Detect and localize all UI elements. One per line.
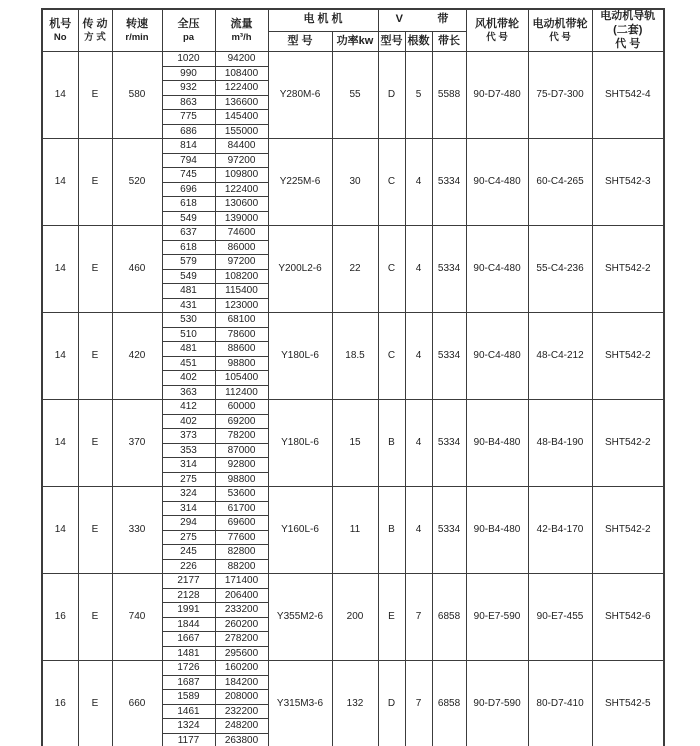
cell-motor-power: 15 bbox=[332, 400, 378, 487]
cell-belt-type: D bbox=[378, 661, 405, 746]
cell-drive-mode: E bbox=[78, 139, 112, 226]
cell-speed: 460 bbox=[112, 226, 162, 313]
cell-pressure: 353 bbox=[162, 443, 215, 458]
cell-motor-rail-code: SHT542-5 bbox=[592, 661, 664, 746]
cell-flow: 60000 bbox=[215, 400, 268, 415]
cell-belt-length: 5334 bbox=[432, 313, 466, 400]
header-flow-label: 流量 bbox=[230, 17, 253, 30]
cell-flow: 53600 bbox=[215, 487, 268, 502]
table-body bbox=[42, 52, 664, 746]
header-pressure bbox=[162, 9, 215, 52]
cell-flow: 112400 bbox=[215, 385, 268, 400]
cell-flow: 123000 bbox=[215, 298, 268, 313]
cell-motor-rail-code: SHT542-6 bbox=[592, 574, 664, 661]
cell-motor-rail-code: SHT542-3 bbox=[592, 139, 664, 226]
header-fan-pulley bbox=[466, 9, 528, 52]
cell-pressure: 412 bbox=[162, 400, 215, 415]
cell-flow: 88200 bbox=[215, 559, 268, 574]
cell-belt-count: 4 bbox=[405, 226, 432, 313]
cell-flow: 155000 bbox=[215, 124, 268, 139]
cell-motor-model: Y180L-6 bbox=[268, 313, 332, 400]
cell-flow: 94200 bbox=[215, 52, 268, 67]
cell-belt-count: 4 bbox=[405, 487, 432, 574]
cell-flow: 97200 bbox=[215, 255, 268, 270]
cell-drive-mode: E bbox=[78, 487, 112, 574]
cell-belt-length: 5334 bbox=[432, 487, 466, 574]
cell-flow: 160200 bbox=[215, 661, 268, 676]
cell-pressure: 2128 bbox=[162, 588, 215, 603]
cell-speed: 370 bbox=[112, 400, 162, 487]
cell-flow: 171400 bbox=[215, 574, 268, 589]
cell-fan-pulley-code: 90-D7-590 bbox=[466, 661, 528, 746]
header-vbelt-count: 根数 bbox=[405, 31, 432, 52]
cell-flow: 87000 bbox=[215, 443, 268, 458]
cell-pressure: 745 bbox=[162, 168, 215, 183]
cell-pressure: 294 bbox=[162, 516, 215, 531]
cell-pressure: 402 bbox=[162, 371, 215, 386]
cell-flow: 68100 bbox=[215, 313, 268, 328]
cell-motor-power: 18.5 bbox=[332, 313, 378, 400]
cell-pressure: 1687 bbox=[162, 675, 215, 690]
cell-pressure: 549 bbox=[162, 269, 215, 284]
cell-motor-pulley-code: 60-C4-265 bbox=[528, 139, 592, 226]
cell-drive-mode: E bbox=[78, 400, 112, 487]
cell-flow: 77600 bbox=[215, 530, 268, 545]
cell-motor-pulley-code: 90-E7-455 bbox=[528, 574, 592, 661]
header-motor-pulley bbox=[528, 9, 592, 52]
cell-pressure: 637 bbox=[162, 226, 215, 241]
header-motor-model: 型 号 bbox=[268, 31, 332, 52]
cell-flow: 92800 bbox=[215, 458, 268, 473]
cell-flow: 232200 bbox=[215, 704, 268, 719]
cell-pressure: 481 bbox=[162, 284, 215, 299]
header-flow bbox=[215, 9, 268, 52]
cell-motor-rail-code: SHT542-2 bbox=[592, 226, 664, 313]
cell-motor-power: 22 bbox=[332, 226, 378, 313]
cell-flow: 130600 bbox=[215, 197, 268, 212]
cell-belt-count: 4 bbox=[405, 139, 432, 226]
cell-pressure: 1991 bbox=[162, 603, 215, 618]
header-vbelt-group-v: V bbox=[395, 13, 404, 26]
cell-flow: 263800 bbox=[215, 733, 268, 746]
cell-flow: 74600 bbox=[215, 226, 268, 241]
cell-drive-mode: E bbox=[78, 313, 112, 400]
table-row bbox=[42, 226, 664, 241]
cell-motor-model: Y200L2-6 bbox=[268, 226, 332, 313]
cell-motor-model: Y180L-6 bbox=[268, 400, 332, 487]
cell-pressure: 1667 bbox=[162, 632, 215, 647]
header-vbelt-group bbox=[378, 9, 466, 31]
header-row-top bbox=[42, 9, 664, 31]
cell-belt-type: C bbox=[378, 139, 405, 226]
cell-flow: 248200 bbox=[215, 719, 268, 734]
cell-flow: 69600 bbox=[215, 516, 268, 531]
cell-pressure: 1589 bbox=[162, 690, 215, 705]
cell-pressure: 1177 bbox=[162, 733, 215, 746]
cell-flow: 122400 bbox=[215, 81, 268, 96]
header-motor-pulley-line1: 电动机带轮 bbox=[532, 17, 588, 30]
cell-flow: 78600 bbox=[215, 327, 268, 342]
header-drive-mode bbox=[78, 9, 112, 52]
cell-pressure: 363 bbox=[162, 385, 215, 400]
cell-speed: 740 bbox=[112, 574, 162, 661]
cell-motor-pulley-code: 55-C4-236 bbox=[528, 226, 592, 313]
cell-pressure: 275 bbox=[162, 472, 215, 487]
cell-belt-count: 5 bbox=[405, 52, 432, 139]
header-motor-rail-line3: 代 号 bbox=[615, 37, 641, 50]
cell-belt-type: C bbox=[378, 226, 405, 313]
cell-flow: 84400 bbox=[215, 139, 268, 154]
cell-belt-length: 6858 bbox=[432, 574, 466, 661]
cell-flow: 139000 bbox=[215, 211, 268, 226]
cell-belt-length: 5588 bbox=[432, 52, 466, 139]
cell-pressure: 579 bbox=[162, 255, 215, 270]
cell-pressure: 618 bbox=[162, 197, 215, 212]
cell-flow: 109800 bbox=[215, 168, 268, 183]
cell-flow: 295600 bbox=[215, 646, 268, 661]
cell-pressure: 549 bbox=[162, 211, 215, 226]
cell-speed: 420 bbox=[112, 313, 162, 400]
cell-pressure: 1481 bbox=[162, 646, 215, 661]
cell-flow: 136600 bbox=[215, 95, 268, 110]
cell-motor-model: Y160L-6 bbox=[268, 487, 332, 574]
header-motor-rail-line1: 电动机导轨 bbox=[600, 10, 656, 22]
table-row bbox=[42, 400, 664, 415]
header-pressure-label: 全压 bbox=[177, 17, 200, 30]
cell-motor-power: 132 bbox=[332, 661, 378, 746]
cell-flow: 122400 bbox=[215, 182, 268, 197]
header-pressure-unit: pa bbox=[182, 31, 195, 43]
cell-pressure: 530 bbox=[162, 313, 215, 328]
fan-motor-spec-table bbox=[41, 8, 665, 746]
cell-motor-model: Y280M-6 bbox=[268, 52, 332, 139]
table-row bbox=[42, 313, 664, 328]
header-motor-power: 功率kw bbox=[332, 31, 378, 52]
cell-fan-pulley-code: 90-D7-480 bbox=[466, 52, 528, 139]
cell-motor-model: Y315M3-6 bbox=[268, 661, 332, 746]
header-fan-pulley-line2: 代 号 bbox=[486, 31, 508, 43]
cell-pressure: 2177 bbox=[162, 574, 215, 589]
cell-motor-rail-code: SHT542-2 bbox=[592, 487, 664, 574]
cell-motor-pulley-code: 48-B4-190 bbox=[528, 400, 592, 487]
cell-motor-power: 200 bbox=[332, 574, 378, 661]
cell-motor-power: 11 bbox=[332, 487, 378, 574]
cell-motor-rail-code: SHT542-2 bbox=[592, 400, 664, 487]
cell-flow: 61700 bbox=[215, 501, 268, 516]
cell-drive-mode: E bbox=[78, 52, 112, 139]
cell-belt-length: 5334 bbox=[432, 226, 466, 313]
cell-speed: 660 bbox=[112, 661, 162, 746]
cell-pressure: 1844 bbox=[162, 617, 215, 632]
cell-pressure: 481 bbox=[162, 342, 215, 357]
cell-drive-mode: E bbox=[78, 661, 112, 746]
cell-fan-pulley-code: 90-B4-480 bbox=[466, 400, 528, 487]
cell-belt-type: B bbox=[378, 487, 405, 574]
cell-belt-length: 5334 bbox=[432, 400, 466, 487]
header-speed-unit: r/min bbox=[125, 31, 149, 43]
cell-fan-pulley-code: 90-C4-480 bbox=[466, 139, 528, 226]
cell-pressure: 324 bbox=[162, 487, 215, 502]
cell-fan-pulley-code: 90-B4-480 bbox=[466, 487, 528, 574]
cell-pressure: 775 bbox=[162, 110, 215, 125]
cell-machine-no: 14 bbox=[42, 52, 78, 139]
header-drive-mode-line1: 传 动 bbox=[82, 17, 108, 30]
cell-drive-mode: E bbox=[78, 226, 112, 313]
header-machine-no-label: 机号 bbox=[49, 17, 72, 30]
cell-flow: 78200 bbox=[215, 429, 268, 444]
cell-pressure: 618 bbox=[162, 240, 215, 255]
cell-flow: 260200 bbox=[215, 617, 268, 632]
header-flow-unit: m³/h bbox=[231, 31, 252, 43]
header-machine-no bbox=[42, 9, 78, 52]
header-vbelt-model: 型号 bbox=[378, 31, 405, 52]
cell-machine-no: 14 bbox=[42, 139, 78, 226]
cell-flow: 233200 bbox=[215, 603, 268, 618]
cell-pressure: 794 bbox=[162, 153, 215, 168]
cell-flow: 82800 bbox=[215, 545, 268, 560]
cell-belt-type: B bbox=[378, 400, 405, 487]
header-motor-pulley-line2: 代 号 bbox=[549, 31, 571, 43]
cell-machine-no: 14 bbox=[42, 226, 78, 313]
table-row bbox=[42, 139, 664, 154]
cell-pressure: 451 bbox=[162, 356, 215, 371]
cell-flow: 69200 bbox=[215, 414, 268, 429]
cell-flow: 105400 bbox=[215, 371, 268, 386]
cell-pressure: 226 bbox=[162, 559, 215, 574]
header-motor-rail bbox=[592, 9, 664, 52]
cell-belt-count: 4 bbox=[405, 313, 432, 400]
cell-motor-model: Y225M-6 bbox=[268, 139, 332, 226]
cell-pressure: 686 bbox=[162, 124, 215, 139]
cell-pressure: 510 bbox=[162, 327, 215, 342]
table-row bbox=[42, 574, 664, 589]
cell-flow: 115400 bbox=[215, 284, 268, 299]
header-speed bbox=[112, 9, 162, 52]
header-drive-mode-line2: 方 式 bbox=[84, 31, 106, 43]
cell-motor-pulley-code: 42-B4-170 bbox=[528, 487, 592, 574]
header-motor-rail-line2: (二套) bbox=[613, 23, 643, 36]
header-machine-no-unit: No bbox=[53, 31, 67, 43]
cell-fan-pulley-code: 90-E7-590 bbox=[466, 574, 528, 661]
cell-motor-rail-code: SHT542-2 bbox=[592, 313, 664, 400]
cell-pressure: 863 bbox=[162, 95, 215, 110]
cell-machine-no: 14 bbox=[42, 400, 78, 487]
cell-pressure: 1461 bbox=[162, 704, 215, 719]
cell-motor-model: Y355M2-6 bbox=[268, 574, 332, 661]
cell-pressure: 314 bbox=[162, 501, 215, 516]
cell-flow: 145400 bbox=[215, 110, 268, 125]
cell-pressure: 373 bbox=[162, 429, 215, 444]
cell-belt-count: 4 bbox=[405, 400, 432, 487]
cell-belt-type: C bbox=[378, 313, 405, 400]
header-speed-label: 转速 bbox=[126, 17, 148, 30]
cell-machine-no: 16 bbox=[42, 574, 78, 661]
cell-pressure: 814 bbox=[162, 139, 215, 154]
cell-flow: 98800 bbox=[215, 472, 268, 487]
cell-flow: 206400 bbox=[215, 588, 268, 603]
table-row bbox=[42, 52, 664, 67]
cell-pressure: 1726 bbox=[162, 661, 215, 676]
cell-fan-pulley-code: 90-C4-480 bbox=[466, 313, 528, 400]
table-row bbox=[42, 661, 664, 676]
cell-flow: 278200 bbox=[215, 632, 268, 647]
cell-motor-pulley-code: 75-D7-300 bbox=[528, 52, 592, 139]
cell-machine-no: 14 bbox=[42, 313, 78, 400]
cell-fan-pulley-code: 90-C4-480 bbox=[466, 226, 528, 313]
cell-speed: 330 bbox=[112, 487, 162, 574]
cell-flow: 208000 bbox=[215, 690, 268, 705]
cell-pressure: 1020 bbox=[162, 52, 215, 67]
cell-motor-power: 55 bbox=[332, 52, 378, 139]
table-header bbox=[42, 9, 664, 52]
cell-belt-type: E bbox=[378, 574, 405, 661]
cell-machine-no: 16 bbox=[42, 661, 78, 746]
cell-belt-length: 6858 bbox=[432, 661, 466, 746]
cell-motor-rail-code: SHT542-4 bbox=[592, 52, 664, 139]
cell-motor-pulley-code: 80-D7-410 bbox=[528, 661, 592, 746]
cell-motor-pulley-code: 48-C4-212 bbox=[528, 313, 592, 400]
cell-flow: 108200 bbox=[215, 269, 268, 284]
cell-speed: 580 bbox=[112, 52, 162, 139]
cell-pressure: 314 bbox=[162, 458, 215, 473]
cell-pressure: 245 bbox=[162, 545, 215, 560]
cell-pressure: 990 bbox=[162, 66, 215, 81]
cell-belt-count: 7 bbox=[405, 661, 432, 746]
cell-motor-power: 30 bbox=[332, 139, 378, 226]
cell-flow: 184200 bbox=[215, 675, 268, 690]
cell-pressure: 696 bbox=[162, 182, 215, 197]
cell-drive-mode: E bbox=[78, 574, 112, 661]
table-row bbox=[42, 487, 664, 502]
cell-flow: 88600 bbox=[215, 342, 268, 357]
header-vbelt-length: 带长 bbox=[432, 31, 466, 52]
cell-machine-no: 14 bbox=[42, 487, 78, 574]
cell-pressure: 932 bbox=[162, 81, 215, 96]
header-vbelt-group-dai: 带 bbox=[437, 13, 449, 26]
cell-flow: 86000 bbox=[215, 240, 268, 255]
cell-belt-type: D bbox=[378, 52, 405, 139]
cell-pressure: 402 bbox=[162, 414, 215, 429]
cell-speed: 520 bbox=[112, 139, 162, 226]
cell-flow: 108400 bbox=[215, 66, 268, 81]
cell-pressure: 431 bbox=[162, 298, 215, 313]
cell-pressure: 1324 bbox=[162, 719, 215, 734]
cell-belt-length: 5334 bbox=[432, 139, 466, 226]
cell-flow: 98800 bbox=[215, 356, 268, 371]
cell-pressure: 275 bbox=[162, 530, 215, 545]
header-motor-group: 电 机 机 bbox=[268, 9, 378, 31]
header-fan-pulley-line1: 风机带轮 bbox=[475, 17, 520, 30]
cell-flow: 97200 bbox=[215, 153, 268, 168]
cell-belt-count: 7 bbox=[405, 574, 432, 661]
